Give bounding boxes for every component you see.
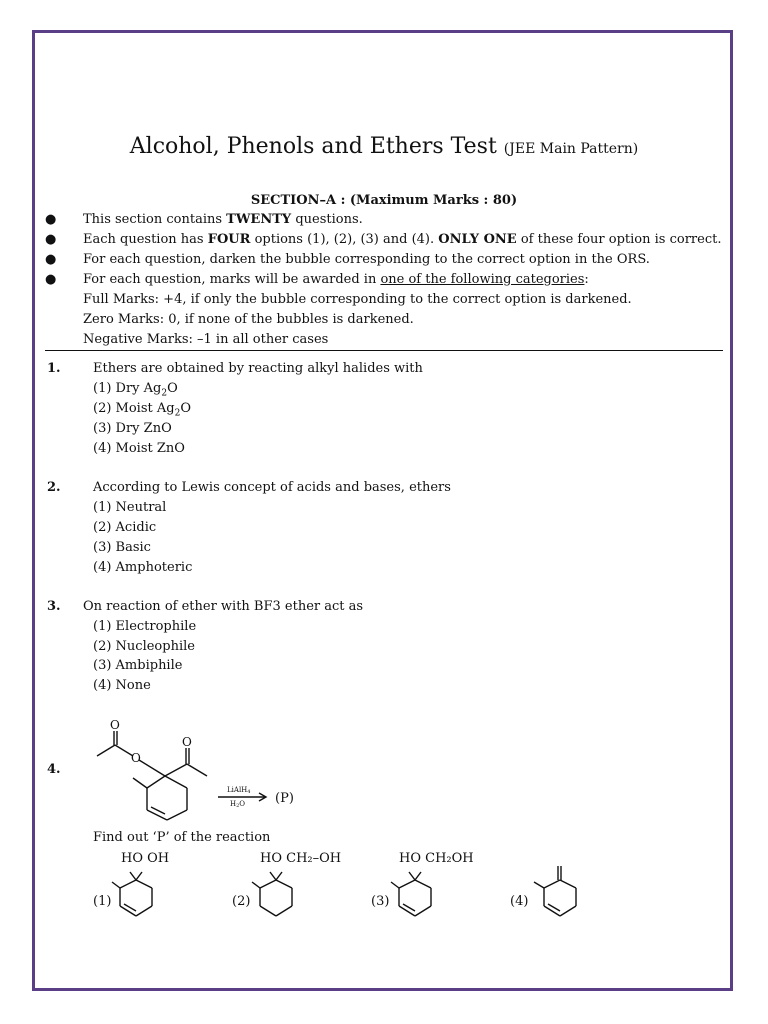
zero-marks: Zero Marks: 0, if none of the bubbles is darkened. [83, 312, 414, 327]
option-suffix: O [167, 381, 178, 396]
divider [45, 350, 723, 351]
question-2-text: According to Lewis concept of acids and bases, ethers [93, 480, 451, 495]
question-3-option-1[interactable]: (1) Electrophile [93, 619, 197, 634]
question-1-number: 1. [47, 361, 61, 376]
instr-bold: FOUR [207, 232, 251, 247]
instr-text: This section contains [83, 212, 227, 227]
carbonyl-oxygen-label: O [110, 718, 120, 732]
full-marks: Full Marks: +4, if only the bubble corresponding to the correct option is darkened. [83, 292, 632, 307]
product-label: (P) [275, 791, 294, 806]
option-3-label: HO CH₂OH [399, 851, 474, 866]
question-1-option-2[interactable] [93, 401, 191, 419]
option-subscript: 2 [161, 388, 168, 399]
bullet-icon: ● [45, 272, 57, 287]
question-4-option-3[interactable]: (3) [371, 894, 390, 909]
question-3-text: On reaction of ether with BF3 ether act as [83, 599, 364, 614]
question-2-option-4[interactable]: (4) Amphoteric [93, 560, 193, 575]
option-1-structure [110, 866, 170, 922]
question-1-text: Ethers are obtained by reacting alkyl halides with [93, 361, 423, 376]
option-2-label: HO CH₂–OH [260, 851, 342, 866]
instruction-2 [83, 232, 721, 247]
page-title [0, 134, 768, 159]
instr-bold: TWENTY [226, 212, 292, 227]
question-4-option-1[interactable]: (1) [93, 894, 112, 909]
option-2-structure [250, 866, 310, 922]
bullet-icon: ● [45, 232, 57, 247]
question-3-number: 3. [47, 599, 61, 614]
instr-text: options (1), (2), (3) and (4). [250, 232, 439, 247]
instr-text: questions. [291, 212, 363, 227]
question-2-option-3[interactable]: (3) Basic [93, 540, 151, 555]
question-4-number: 4. [47, 762, 61, 777]
question-2-option-2[interactable]: (2) Acidic [93, 520, 157, 535]
instr-text: : [584, 272, 589, 287]
question-1-option-3[interactable]: (3) Dry ZnO [93, 421, 172, 436]
instr-text: For each question, marks will be awarded in [83, 272, 381, 287]
instr-bold: ONLY ONE [438, 232, 517, 247]
option-label: (1) Dry Ag [93, 381, 162, 396]
instr-text: Each question has [83, 232, 208, 247]
instruction-4 [83, 272, 589, 287]
option-suffix: O [180, 401, 191, 416]
reagent-top: LiAlH4 [227, 786, 251, 795]
question-4-option-4[interactable]: (4) [510, 894, 529, 909]
bullet-icon: ● [45, 252, 57, 267]
instruction-3: For each question, darken the bubble corresponding to the correct option in the ORS. [83, 252, 650, 267]
option-label: (2) Moist Ag [93, 401, 175, 416]
ketone-oxygen-label: O [182, 735, 192, 749]
option-4-structure [530, 862, 590, 922]
title-subtitle: (JEE Main Pattern) [503, 141, 639, 157]
option-1-label: HO OH [121, 851, 170, 866]
question-3-option-3[interactable]: (3) Ambiphile [93, 658, 183, 673]
question-4-text: Find out ‘P’ of the reaction [93, 830, 271, 845]
instr-underline: one of the following categories [380, 272, 585, 287]
title-main: Alcohol, Phenols and Ethers Test [129, 134, 497, 159]
question-2-option-1[interactable]: (1) Neutral [93, 500, 167, 515]
option-subscript: 2 [174, 408, 181, 419]
instruction-1 [83, 212, 363, 227]
option-3-structure [389, 866, 449, 922]
question-1-option-1[interactable] [93, 381, 178, 399]
question-3-option-4[interactable]: (4) None [93, 678, 151, 693]
question-2-number: 2. [47, 480, 61, 495]
reagent-bottom: H2O [230, 800, 246, 809]
question-3-option-2[interactable]: (2) Nucleophile [93, 639, 195, 654]
bullet-icon: ● [45, 212, 57, 227]
negative-marks: Negative Marks: –1 in all other cases [83, 332, 329, 347]
question-4-option-2[interactable]: (2) [232, 894, 251, 909]
section-heading: SECTION–A : (Maximum Marks : 80) [250, 193, 518, 208]
instr-text: of these four option is correct. [516, 232, 722, 247]
question-1-option-4[interactable]: (4) Moist ZnO [93, 441, 185, 456]
question-4-reactant-structure [85, 712, 315, 822]
ester-oxygen-label: O [131, 751, 141, 765]
